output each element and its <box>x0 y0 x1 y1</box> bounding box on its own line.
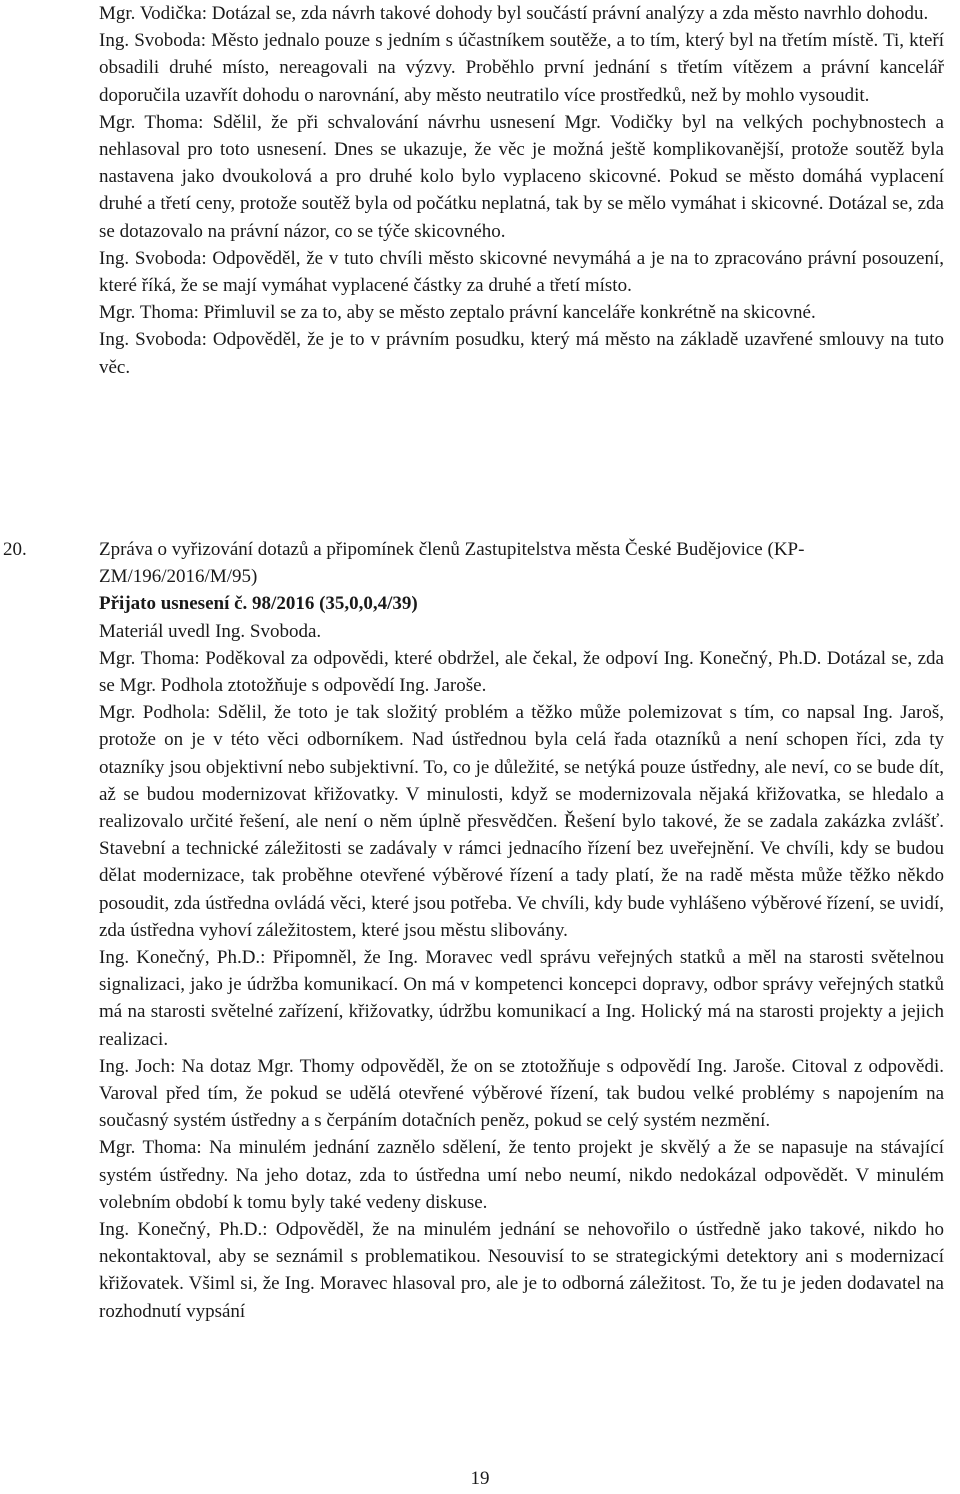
paragraph-thoma-statement-1: Mgr. Thoma: Sdělil, že při schvalování návrhu usnesení Mgr. Vodičky byl na velkých pochybnostech a nehlasoval pro toto usnesení. Dnes se ukazuje, že věc je možná ještě komplikovanější, protože soutěž byla nastavena jako dvoukolová a pro druhé kolo bylo vyplaceno skicovné. Pokud se město domáhá vyplacení druhé a třetí ceny, protože soutěž byla od počátku neplatná, tak by se mělo vymáhat i skicovné. Dotázal se, zda se dotazovalo na právní názor, co se týče skicovného. <box>99 111 944 242</box>
paragraph-svoboda-answer-1: Ing. Svoboda: Město jednalo pouze s jedním s účastníkem soutěže, a to tím, který byl na třetím místě. Ti, kteří obsadili druhé místo, nereagovali na výzvy. Proběhlo první jednání s třetím vítězem a právní kancelář doporučila uzavřít dohodu o narovnání, aby město neutratilo více prostředků, než by mohlo vysoudit. <box>99 30 944 106</box>
presented-by-line: Materiál uvedl Ing. Svoboda. <box>99 620 322 642</box>
paragraph-vodicka-question: Mgr. Vodička: Dotázal se, zda návrh takové dohody byl součástí právní analýzy a zda město navrhlo dohodu. <box>99 3 929 24</box>
paragraph-thoma-statement-2: Mgr. Thoma: Přimluvil se za to, aby se město zeptalo právní kanceláře konkrétně na skicovné. <box>99 302 816 324</box>
paragraph-svoboda-answer-2: Ing. Svoboda: Odpověděl, že v tuto chvíli město skicovné nevymáhá a je na to zpracováno právní posouzení, které říká, že se mají vymáhat vyplacené částky za druhé a třetí místo. <box>99 247 944 297</box>
agenda-item-title: Zpráva o vyřizování dotazů a připomínek členů Zastupitelstva města České Budějovice (KP-ZM/196/2016/M/95) <box>99 539 805 588</box>
paragraph-konecny-answer: Ing. Konečný, Ph.D.: Odpověděl, že na minulém jednání se nehovořilo o ústředně jako takové, nikdo ho nekontaktoval, aby se seznámil s problematikou. Nesouvisí to se strategickými detektory ani s modernizací křižovatek. Všiml si, že Ing. Moravec hlasoval pro, ale je to odborná záležitost. To, že tu je jeden dodavatel na rozhodnutí vypsání <box>99 1219 944 1322</box>
agenda-item-20 <box>99 536 944 1325</box>
paragraph-thoma-thanks: Mgr. Thoma: Poděkoval za odpovědi, které obdržel, ale čekal, že odpoví Ing. Konečný, Ph.D. Dotázal se, zda se Mgr. Podhola ztotožňuje s odpovědí Ing. Jaroše. <box>99 647 944 697</box>
paragraph-joch-answer: Ing. Joch: Na dotaz Mgr. Thomy odpověděl, že on se ztotožňuje s odpovědí Ing. Jaroše. Citoval z odpovědi. Varoval před tím, že pokud se udělá otevřené výběrové řízení, tak budou velké problémy s napojením na současný systém ústředny a s čerpáním dotačních peněz, pokud se celý systém nezmění. <box>99 1055 944 1132</box>
page-number: 19 <box>470 1468 490 1489</box>
paragraph-podhola-statement: Mgr. Podhola: Sdělil, že toto je tak složitý problém a těžko může polemizovat s tím, co napsal Ing. Jaroš, protože on je v této věci odborníkem. Nad ústřednou byla celá řada otazníků a není schopen říci, zda ty otazníky jsou objektivní nebo subjektivní. To, co je důležité, se netýká pouze ústředny, ale neví, co se bude dít, až se budou modernizovat křižovatky. V minulosti, když se modernizovala nějaká křižovatka, se hledalo a realizovalo určité řešení, ale není o něm úplně přesvědčen. Řešení bylo takové, že se zadala zakázka zvlášť. Stavební a technické záležitosti se zadávaly v rámci jednacího řízení bez uveřejnění. Ve chvíli, kdy se budou dělat modernizace, tak proběhne otevřené výběrové řízení a tady platí, že na radě města může těžko někdo posoudit, zda ústředna ovládá věci, které jsou potřeba. Ve chvíli, kdy bude vyhlášeno výběrové řízení, se uvidí, zda ústředna vyhoví záležitostem, které jsou městu slibovány. <box>99 702 944 941</box>
paragraph-svoboda-answer-3: Ing. Svoboda: Odpověděl, že je to v právním posudku, který má město na základě uzavřené smlouvy na tuto věc. <box>99 329 944 378</box>
paragraph-thoma-previous-meeting: Mgr. Thoma: Na minulém jednání zaznělo sdělení, že tento projekt je skvělý a že se napasuje na stávající systém ústředny. Na jeho dotaz, zda to ústředna umí nebo neumí, nikdo nedokázal odpovědět. V minulém volebním období k tomu byly také vedeny diskuse. <box>99 1137 944 1213</box>
discussion-section-top <box>99 0 944 381</box>
paragraph-konecny-reminder: Ing. Konečný, Ph.D.: Připomněl, že Ing. Moravec vedl správu veřejných statků a měl na starosti světelnou signalizaci, jako je údržba komunikací. On má v kompetenci koncepci dopravy, odbor správy veřejných statků má na starosti světelné zařízení, křižovatky, údržbu komunikací a Ing. Holický má na starosti projekty a jejich realizaci. <box>99 947 944 1050</box>
agenda-item-number: 20. <box>3 539 27 560</box>
resolution-line: Přijato usnesení č. 98/2016 (35,0,0,4/39) <box>99 593 418 615</box>
